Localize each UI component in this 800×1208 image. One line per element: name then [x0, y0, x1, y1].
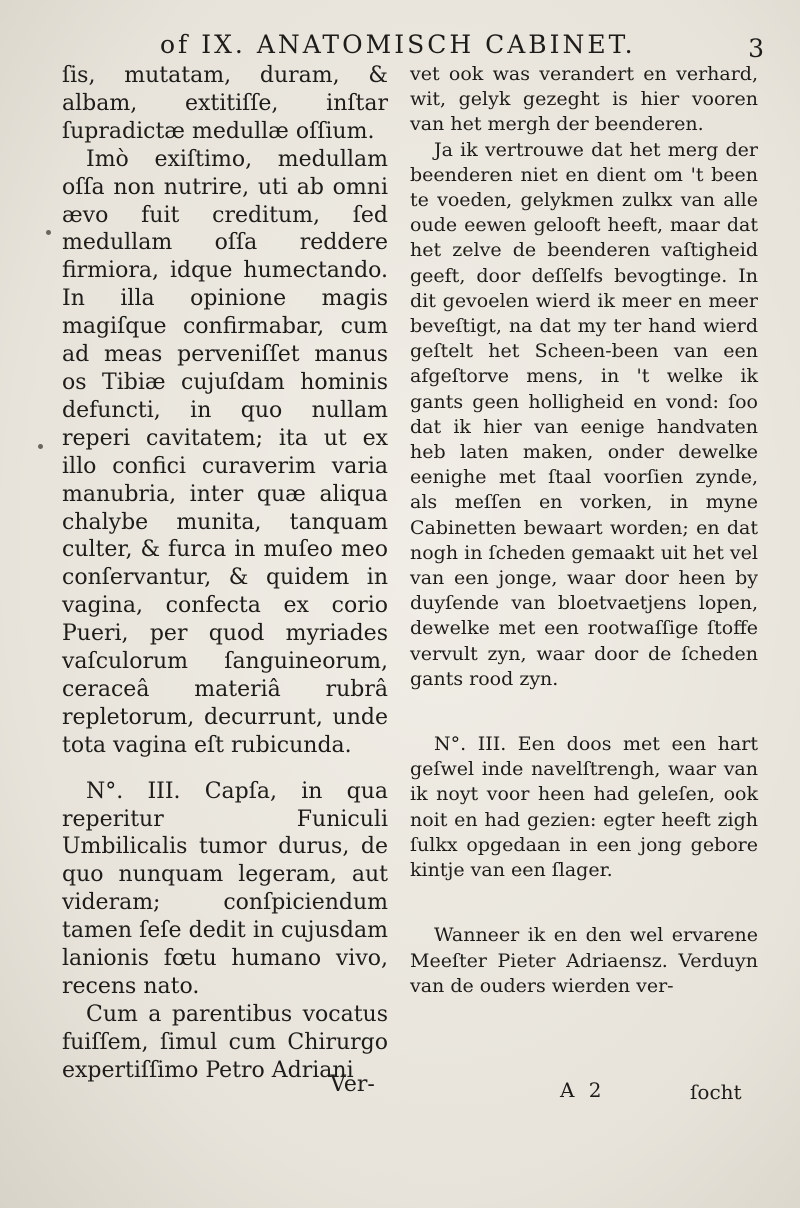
dutch-paragraph-2: Ja ik vertrouwe dat het merg der beenderen niet en dient om 't been te voeden, gelykmen zulkx van alle oude eewen gelooft heeft, maar dat het zelve de beenderen vaſtigheid geeft, door deſſelfs bevogtinge. In dit gevoelen wierd ik meer en meer beveſtigt, na dat my ter hand wierd geſtelt het Scheen-been van een afgeſtorve mens, in 't welke ik gants geen holligheid en vond: ſoo dat ik hier van eenige handvaten heb laten maken, onder dewelke eenighe met ſtaal voorſien zynde, als meſſen en vorken, in myne Cabinetten bewaart worden; en dat nogh in ſcheden gemaakt uit het vel van een jonge, waar door heen by duyſende van bloetvaetjens lopen, dewelke met een rootwaſſige ſtoffe vervult zyn, waar door de ſcheden gants rood zyn. [410, 138, 758, 690]
ink-speck [38, 444, 43, 449]
latin-column [62, 62, 388, 1085]
latin-paragraph-1: ſis, mutatam, duram, & albam, extitiſſe, inſtar ſupradictæ medullæ oſſium. [62, 63, 388, 144]
latin-catchword: Ver- [330, 1072, 375, 1097]
dutch-column [410, 62, 758, 999]
dutch-paragraph-1: vet ook was verandert en verhard, wit, gelyk gezeght is hier vooren van het mergh der beenderen. [410, 63, 758, 136]
latin-paragraph-4: Cum a parentibus vocatus fuiſſem, ſimul cum Chirurgo expertiſſimo Petro Adriani [62, 1001, 388, 1083]
dutch-catchword: ſocht [690, 1080, 742, 1104]
signature-mark: A 2 [560, 1078, 606, 1102]
page-number: 3 [748, 34, 764, 63]
dutch-paragraph-4: Wanneer ik en den wel ervarene Meeſter Pieter Adriaensz. Verduyn van de ouders wierden ver- [410, 924, 758, 997]
ink-speck [46, 230, 51, 235]
dutch-paragraph-3: N°. III. Een doos met een hart geſwel inde navelſtrengh, waar van ik noyt voor heen had geleſen, ook noit en had gezien: egter heeft zigh ſulkx opgedaan in een jong gebore kintje van een ſlager. [410, 733, 758, 882]
latin-paragraph-3: N°. III. Capſa, in qua reperitur Funiculi Umbilicalis tumor durus, de quo nunquam legeram, aut videram; conſpiciendum tamen ſeſe dedit in cujusdam lanionis fœtu humano vivo, recens nato. [62, 778, 388, 999]
latin-paragraph-2: Imò exiſtimo, medullam oſſa non nutrire, uti ab omni ævo fuit creditum, ſed medullam oſſa reddere firmiora, idque humectando. In illa opinione magis magiſque confirmabar, cum ad meas perveniſſet manus os Tibiæ cujuſdam hominis defuncti, in quo nullam reperi cavitatem; ita ut ex illo confici curaverim varia manubria, inter quæ aliqua chalybe munita, tanquam culter, & furca in muſeo meo conſervantur, & quidem in vagina, confecta ex corio Pueri, per quod myriades vaſculorum ſanguineorum, ceraceâ materiâ rubrâ repletorum, decurrunt, unde tota vagina eſt rubicunda. [62, 146, 388, 758]
running-head: of IX. ANATOMISCH CABINET. [160, 30, 636, 59]
